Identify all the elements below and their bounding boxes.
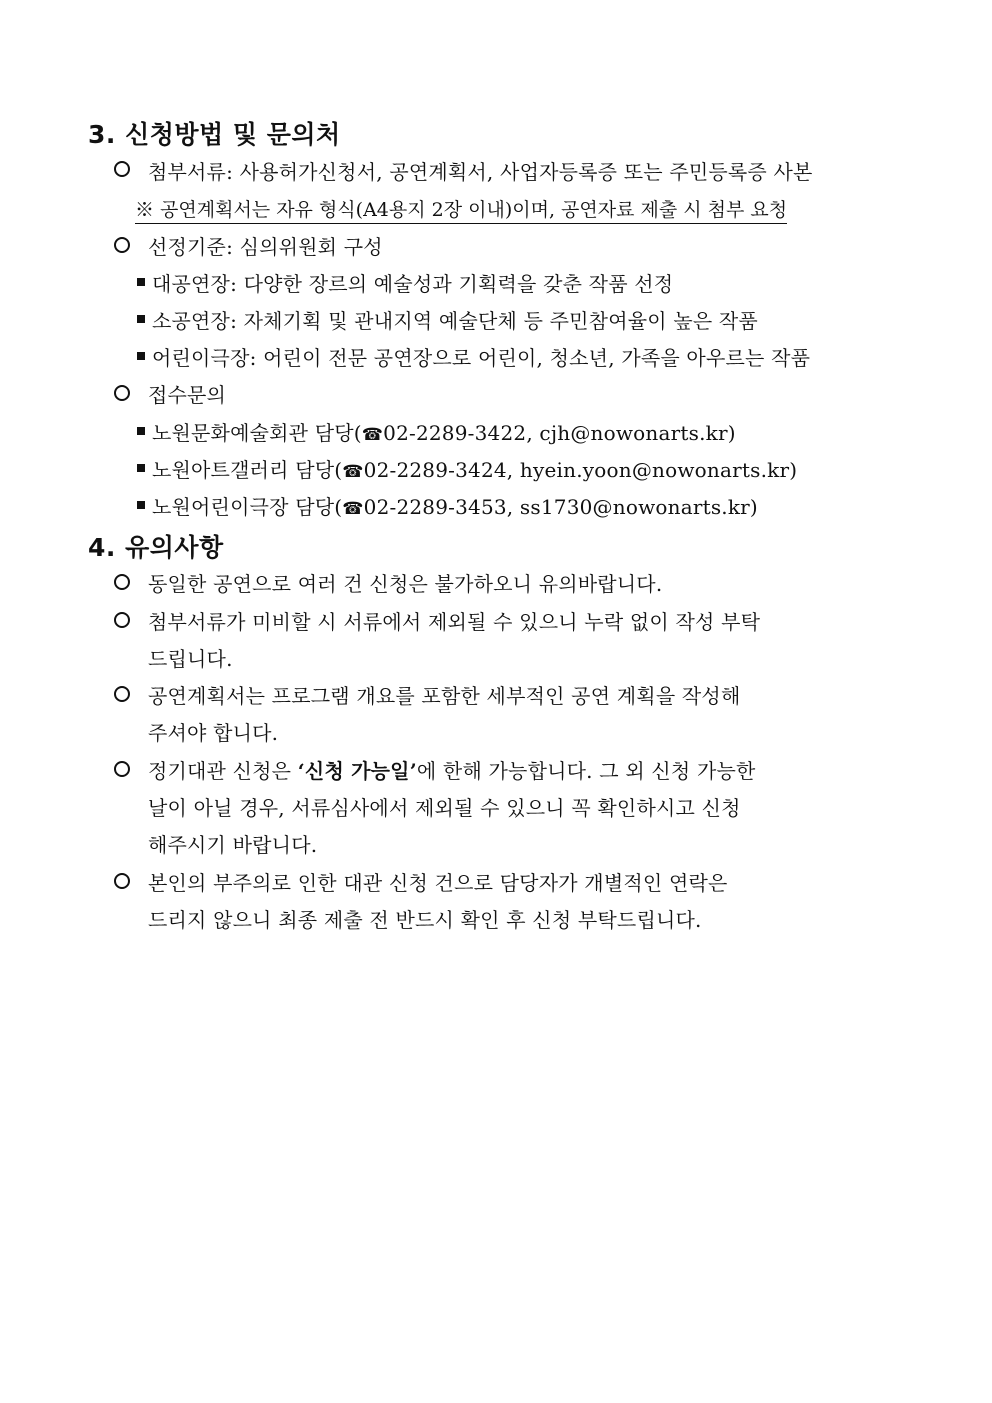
notice-item-continued: 드립니다. [148, 647, 233, 671]
notice-item-continued: 주셔야 합니다. [148, 721, 279, 745]
contact-item [152, 417, 736, 446]
contact-name: 노원아트갤러리 담당( [152, 458, 343, 482]
notice-item-continued: 날이 아닐 경우, 서류심사에서 제외될 수 있으니 꼭 확인하시고 신청 [148, 796, 741, 820]
notice-item: 본인의 부주의로 인한 대관 신청 건으로 담당자가 개별적인 연락은 [148, 871, 728, 895]
phone-icon: ☎ [342, 462, 364, 482]
circle-bullet-icon [114, 686, 130, 702]
criteria-title: 선정기준: 심의위원회 구성 [148, 235, 383, 259]
contact-detail: 02-2289-3422, cjh@nowonarts.kr) [383, 421, 736, 445]
square-bullet-icon [137, 278, 145, 286]
contact-name: 노원어린이극장 담당( [152, 495, 343, 519]
contact-detail: 02-2289-3453, ss1730@nowonarts.kr) [363, 495, 758, 519]
square-bullet-icon [137, 427, 145, 435]
circle-bullet-icon [114, 161, 130, 177]
criteria-item: 소공연장: 자체기획 및 관내지역 예술단체 등 주민참여율이 높은 작품 [152, 309, 758, 333]
contact-detail: 02-2289-3424, hyein.yoon@nowonarts.kr) [363, 458, 798, 482]
criteria-item: 어린이극장: 어린이 전문 공연장으로 어린이, 청소년, 가족을 아우르는 작품 [152, 346, 811, 370]
emphasis-text: ‘신청 가능일’ [297, 759, 417, 783]
attach-note: ※ 공연계획서는 자유 형식(A4용지 2장 이내)이며, 공연자료 제출 시 첨부 요청 [135, 195, 787, 224]
phone-icon: ☎ [361, 425, 384, 445]
notice-item [148, 755, 756, 784]
notice-text: 에 한해 가능합니다. 그 외 신청 가능한 [416, 759, 756, 783]
contact-item [152, 491, 758, 520]
contact-item [152, 454, 797, 483]
contact-name: 노원문화예술회관 담당( [152, 421, 362, 445]
circle-bullet-icon [114, 237, 130, 253]
section-3-heading: 3. 신청방법 및 문의처 [88, 120, 341, 149]
notice-item: 동일한 공연으로 여러 건 신청은 불가하오니 유의바랍니다. [148, 572, 663, 596]
contact-title: 접수문의 [148, 383, 227, 407]
attach-docs-text: 첨부서류: 사용허가신청서, 공연계획서, 사업자등록증 또는 주민등록증 사본 [148, 160, 813, 184]
section-4-heading: 4. 유의사항 [88, 533, 224, 562]
circle-bullet-icon [114, 873, 130, 889]
circle-bullet-icon [114, 761, 130, 777]
criteria-item: 대공연장: 다양한 장르의 예술성과 기획력을 갖춘 작품 선정 [152, 272, 674, 296]
circle-bullet-icon [114, 612, 130, 628]
notice-item: 첨부서류가 미비할 시 서류에서 제외될 수 있으니 누락 없이 작성 부탁 [148, 610, 761, 634]
square-bullet-icon [137, 352, 145, 360]
square-bullet-icon [137, 464, 145, 472]
circle-bullet-icon [114, 574, 130, 590]
circle-bullet-icon [114, 385, 130, 401]
square-bullet-icon [137, 315, 145, 323]
square-bullet-icon [137, 501, 145, 509]
notice-item: 공연계획서는 프로그램 개요를 포함한 세부적인 공연 계획을 작성해 [148, 684, 741, 708]
notice-item-continued: 드리지 않으니 최종 제출 전 반드시 확인 후 신청 부탁드립니다. [148, 908, 702, 932]
phone-icon: ☎ [342, 499, 364, 519]
notice-text: 정기대관 신청은 [148, 759, 298, 783]
notice-item-continued: 해주시기 바랍니다. [148, 833, 318, 857]
